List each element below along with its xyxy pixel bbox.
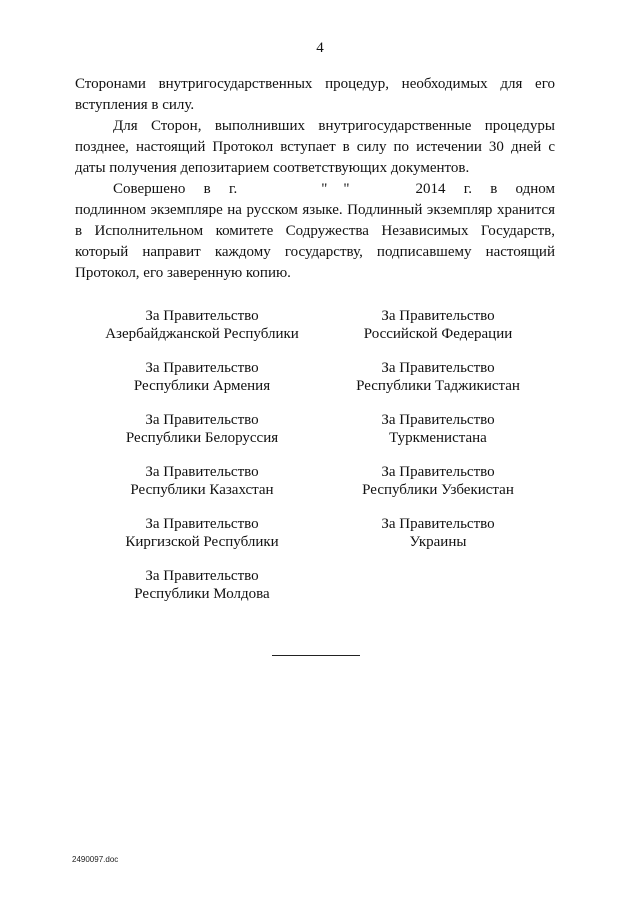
paragraph-3	[75, 179, 555, 284]
signature-line1: За Правительство	[381, 412, 495, 428]
signature-armenia	[82, 359, 322, 395]
signature-tajikistan	[318, 359, 558, 395]
signature-line2: Украины	[409, 534, 467, 550]
signature-line2: Республики Белоруссия	[125, 430, 279, 446]
signature-line1: За Правительство	[145, 360, 259, 376]
signature-moldova	[82, 567, 322, 603]
signature-ukraine	[318, 515, 558, 551]
end-divider	[272, 655, 360, 656]
signature-belarus	[82, 411, 322, 447]
paragraph-1: Сторонами внутригосударственных процедур, необходимых для его вступления в силу.	[75, 76, 555, 113]
signature-line2: Республики Казахстан	[130, 482, 274, 498]
signature-line1: За Правительство	[145, 464, 259, 480]
done-in-city-text: Совершено в г.	[113, 181, 238, 197]
page-number: 4	[316, 40, 324, 56]
signature-line1: За Правительство	[145, 568, 259, 584]
signature-line2: Республики Армения	[133, 378, 271, 394]
signature-line2: Киргизской Республики	[125, 534, 279, 550]
quote-close: "	[343, 181, 350, 197]
file-name-footer: 2490097.doc	[72, 855, 119, 864]
signature-line2: Республики Узбекистан	[362, 482, 514, 498]
signature-kazakhstan	[82, 463, 322, 499]
signature-line2: Российской Федерации	[363, 326, 513, 342]
signature-line1: За Правительство	[145, 412, 259, 428]
signature-line2: Туркменистана	[389, 430, 487, 446]
signature-line1: За Правительство	[381, 516, 495, 532]
signature-line1: За Правительство	[381, 308, 495, 324]
signature-line1: За Правительство	[381, 464, 495, 480]
signature-azerbaijan	[82, 307, 322, 343]
signature-kyrgyzstan	[82, 515, 322, 551]
signature-line2: Азербайджанской Республики	[105, 326, 299, 342]
signature-russia	[318, 307, 558, 343]
signature-line1: За Правительство	[145, 516, 259, 532]
done-in-year-text: 2014 г. в одном подлинном экземпляре на русском языке. Подлинный экземпляр хранится в Исполнительном комитете Содружества Независимых Государств, который направит каждому государству, подписавшему настоящий Протокол, его заверенную копию.	[75, 181, 555, 281]
signature-line1: За Правительство	[145, 308, 259, 324]
document-body	[75, 74, 555, 284]
quote-open: "	[321, 181, 328, 197]
signature-line2: Республики Таджикистан	[356, 378, 520, 394]
signature-uzbekistan	[318, 463, 558, 499]
signature-turkmenistan	[318, 411, 558, 447]
signature-line1: За Правительство	[381, 360, 495, 376]
paragraph-2: Для Сторон, выполнивших внутригосударственные процедуры позднее, настоящий Протокол вступает в силу по истечении 30 дней с даты получения депозитарием соответствующих документов.	[75, 118, 555, 176]
signature-line2: Республики Молдова	[134, 586, 270, 602]
